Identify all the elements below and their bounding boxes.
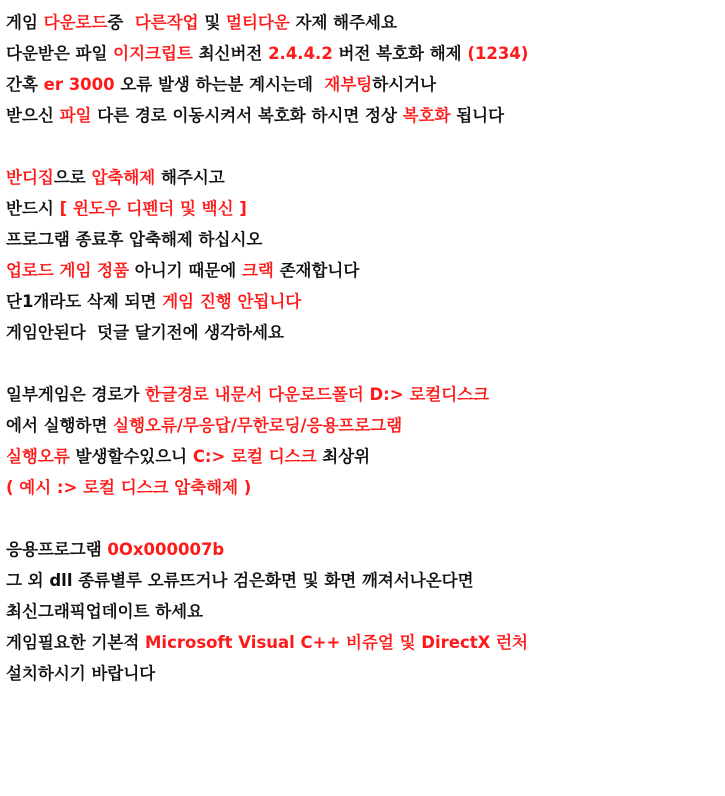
- text-line: [6, 162, 725, 193]
- text-line: [6, 627, 725, 658]
- text-line: [6, 534, 725, 565]
- highlighted-text: 재부팅: [324, 75, 373, 94]
- body-text: 게임: [6, 13, 44, 32]
- paragraph-gap: [6, 131, 725, 162]
- highlighted-text: ): [520, 44, 529, 63]
- body-text: 그 외 dll 종류별루 오류뜨거나 검은화면 및 화면 깨져서나온다면: [6, 571, 474, 590]
- text-line: [6, 379, 725, 410]
- paragraph: [6, 379, 725, 503]
- body-text: 반드시: [6, 199, 60, 218]
- body-text: 하시거나: [372, 75, 437, 94]
- text-line: [6, 100, 725, 131]
- body-text: 다운받은 파일: [6, 44, 114, 63]
- highlighted-text: 0Ox000007b: [107, 540, 225, 559]
- text-line: [6, 410, 725, 441]
- body-text: 아니기 때문에: [129, 261, 242, 280]
- paragraph: [6, 7, 725, 131]
- body-text: 존재합니다: [273, 261, 360, 280]
- highlighted-text: 이지크립트: [113, 44, 193, 63]
- highlighted-text: C:> 로컬 디스크: [192, 447, 317, 466]
- highlighted-text: 한글경로 내문서 다운로드폴더 D:> 로컬디스크: [145, 385, 490, 404]
- text-line: [6, 7, 725, 38]
- highlighted-text: 크랙: [241, 261, 274, 280]
- body-text: 에서 실행하면: [6, 416, 114, 435]
- highlighted-text: 2.4.4.2: [268, 44, 333, 63]
- body-text: 게임필요한 기본적: [6, 633, 146, 652]
- text-line: [6, 69, 725, 100]
- body-text: 됩니다: [450, 106, 505, 125]
- body-text: 일부게임은 경로가: [6, 385, 146, 404]
- body-text: 받으신: [6, 106, 60, 125]
- text-line: [6, 596, 725, 627]
- body-text: 으로: [53, 168, 92, 187]
- text-line: [6, 255, 725, 286]
- text-line: [6, 286, 725, 317]
- highlighted-text: 다른작업: [134, 13, 199, 32]
- text-line: [6, 565, 725, 596]
- highlighted-text: 다운로드: [43, 13, 108, 32]
- text-line: [6, 317, 725, 348]
- body-text: 간혹: [6, 75, 44, 94]
- highlighted-text: (: [467, 44, 475, 63]
- highlighted-text: 멀티다운: [226, 13, 290, 32]
- highlighted-text: 실행오류: [6, 447, 70, 466]
- body-text: 단1개라도 삭제 되면: [6, 292, 163, 311]
- body-text: 해주시고: [155, 168, 225, 187]
- body-text: 게임안된다 덧글 달기전에 생각하세요: [6, 323, 285, 342]
- body-text: 버전 복호화 해제: [332, 44, 468, 63]
- highlighted-text: 압축해제: [91, 168, 156, 187]
- highlighted-text: 복호화: [402, 106, 451, 125]
- highlighted-text: 1234: [474, 44, 521, 63]
- body-text: 최신그래픽업데이트 하세요: [6, 602, 204, 621]
- body-text: 오류 발생 하는분 계시는데: [114, 75, 325, 94]
- text-line: [6, 658, 725, 689]
- body-text: 자제 해주세요: [289, 13, 397, 32]
- body-text: 설치하시기 바랍니다: [6, 664, 156, 683]
- body-text: 응용프로그램: [6, 540, 108, 559]
- body-text: 프로그램 종료후 압축해제 하십시오: [6, 230, 263, 249]
- body-text: 최상위: [316, 447, 371, 466]
- body-text: 중: [107, 13, 135, 32]
- highlighted-text: [ 윈도우 디펜더 및 백신 ]: [59, 199, 247, 218]
- highlighted-text: ( 예시 :> 로컬 디스크 압축해제 ): [6, 478, 252, 497]
- highlighted-text: 파일: [59, 106, 92, 125]
- highlighted-text: 반디집: [6, 168, 54, 187]
- body-text: 다른 경로 이동시켜서 복호화 하시면 정상: [91, 106, 403, 125]
- paragraph: [6, 534, 725, 689]
- text-line: [6, 472, 725, 503]
- text-line: [6, 38, 725, 69]
- body-text: 발생할수있으니: [69, 447, 193, 466]
- body-text: 최신버전: [192, 44, 269, 63]
- highlighted-text: 업로드 게임 정품: [6, 261, 130, 280]
- highlighted-text: Microsoft Visual C++ 비쥬얼 및 DirectX 런처: [145, 633, 528, 652]
- highlighted-text: 실행오류/무응답/무한로딩/응용프로그램: [113, 416, 403, 435]
- highlighted-text: 게임 진행 안됩니다: [162, 292, 302, 311]
- highlighted-text: er 3000: [43, 75, 115, 94]
- text-line: [6, 441, 725, 472]
- paragraph: [6, 162, 725, 348]
- paragraph-gap: [6, 348, 725, 379]
- text-line: [6, 193, 725, 224]
- body-text: 및: [198, 13, 227, 32]
- paragraph-gap: [6, 503, 725, 534]
- text-line: [6, 224, 725, 255]
